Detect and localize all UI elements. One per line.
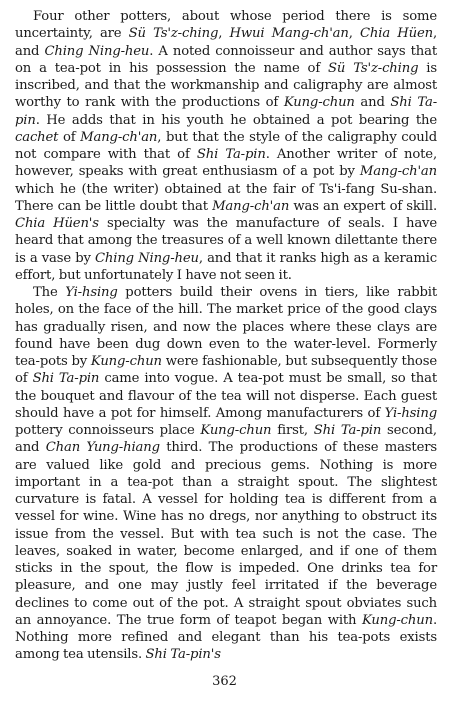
italic-name: Kung-chun (200, 423, 272, 438)
text-run: came into vogue. A tea-pot must be small, so that the bouquet and flavour of the tea will not disperse. Each guest should have a pot for himself. Among manufacturers of (15, 371, 437, 421)
text-run: . He adds that in his youth he obtained a pot bearing the (35, 112, 437, 128)
paragraph-yi-hsing (15, 284, 437, 664)
text-run: . A noted connoisseur and author says that on a tea-pot in his possession the name of (15, 43, 437, 76)
text-run: was an expert of skill. (289, 198, 437, 214)
text-run: first, (271, 423, 314, 438)
italic-name: Kung-chun (361, 612, 433, 628)
italic-name: Chia Hüen (359, 26, 433, 42)
italic-name: Mang-ch'an (359, 164, 437, 180)
text-run: pottery connoisseurs place (15, 423, 201, 438)
page-body (15, 8, 437, 664)
italic-name: Mang-ch'an (212, 198, 290, 214)
italic-name: Yi-hsing (384, 405, 437, 421)
italic-name: Shi Ta-pin (313, 423, 382, 438)
italic-name: Ching Ning-heu (44, 43, 150, 59)
italic-name: Kung-chun (283, 95, 355, 111)
italic-name: Sü Ts'z-ching (128, 26, 219, 42)
text-run: , (348, 26, 360, 42)
text-run: is inscribed, and that the workmanship and caligraphy are almost worthy to rank with the productions of (15, 60, 437, 111)
text-run: of (58, 129, 81, 145)
italic-name: Mang-ch'an (80, 129, 158, 145)
italic-name: Shi Ta-pin's (145, 647, 221, 663)
text-run: which he (the writer) obtained at the fair of Ts'i-fang Su-shan. There can be little doubt that (15, 181, 437, 214)
italic-name: Hwui Mang-ch'an (229, 26, 349, 42)
text-run: . Another writer of note, however, speaks with great enthusiasm of a pot by (15, 147, 438, 180)
text-run: , but that the style of the caligraphy could not compare with that of (15, 129, 438, 162)
text-run: were fashionable, but subsequently those of (15, 354, 437, 387)
italic-name: Chan Yung-hiang (45, 440, 160, 456)
text-run: . Nothing more refined and elegant than his tea-pots exists among tea utensils. (15, 612, 437, 663)
italic-name: Ching Ning-heu (94, 250, 199, 266)
text-run: third. The productions of these masters are valued like gold and precious gems. Nothing is more important in a tea-pot than a straight spout. The slightest curvature is fatal. A vessel for holding tea is different from a vessel for wine. Wine has no dregs, nor anything to obstruct its issue from the vessel. But with tea such is not the case. The leaves, soaked in water, become enlarged, and if one of them sticks in the spout, the flow is impeded. One drinks tea for pleasure, and one may justly feel irritated if the beverage declines to come out of the pot. A straight spout obviates such an annoyance. The true form of teapot began with (15, 440, 438, 628)
italic-name: Shi Ta-pin (32, 371, 100, 387)
italic-name: Yi-hsing (65, 285, 118, 300)
text-run: The (33, 285, 66, 300)
paragraph-potters (15, 8, 437, 284)
text-run: second, and (15, 423, 437, 456)
italic-name: cachet (15, 129, 59, 145)
italic-name: Shi Ta-pin (15, 95, 437, 128)
text-run: , and (15, 26, 437, 59)
italic-name: Kung-chun (90, 354, 162, 369)
text-run: , (218, 26, 230, 42)
italic-name: Chia Hüen's (15, 216, 99, 231)
text-run: , and that it ranks high as a keramic effort, but unfortunately I have not seen it. (15, 250, 437, 283)
text-run: Four other potters, about whose period there is some uncertainty, are (15, 9, 437, 42)
italic-name: Sü Ts'z-ching (328, 60, 419, 76)
text-run: and (354, 95, 391, 111)
page-number: 362 (212, 674, 237, 689)
italic-name: Shi Ta-pin (196, 147, 266, 162)
text-run: specialty was the manufacture of seals. I have heard that among the treasures of a well known dilettante there is a vase by (15, 216, 438, 266)
text-run: potters build their ovens in tiers, like rabbit holes, on the face of the hill. The market price of the good clays has gradually risen, and now the places where these clays are found have been dug down even to the water-level. Formerly tea-pots by (15, 285, 438, 369)
